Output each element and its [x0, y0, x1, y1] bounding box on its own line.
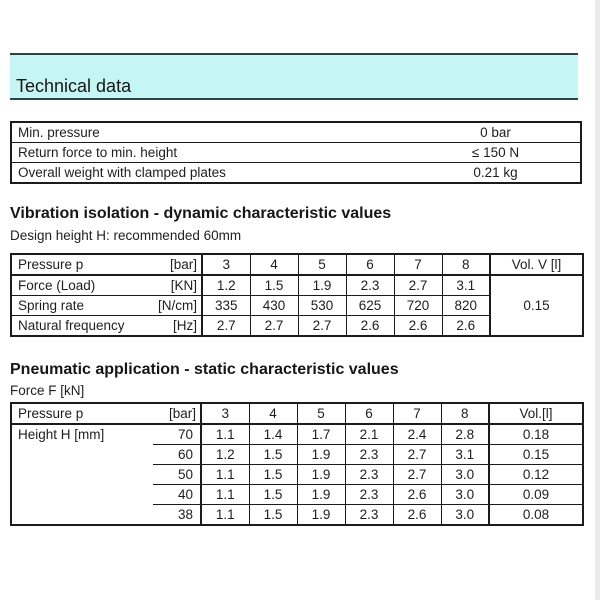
value-cell: 1.5	[249, 485, 297, 505]
pressure-header: 5	[297, 403, 345, 424]
pressure-header: 6	[346, 254, 394, 275]
table-header-row	[11, 254, 583, 275]
header-unit: [bar]	[169, 256, 197, 272]
vibration-table	[10, 253, 584, 337]
value-cell: 820	[442, 296, 490, 316]
value-cell: 625	[346, 296, 394, 316]
general-data-table	[10, 121, 582, 184]
value-cell: 2.7	[202, 316, 250, 337]
value-cell: 2.6	[393, 505, 441, 526]
section-subheading-vibration: Design height H: recommended 60mm	[10, 228, 242, 243]
pressure-header: 7	[393, 403, 441, 424]
value-cell: 1.1	[201, 505, 249, 526]
value-cell: 1.9	[297, 465, 345, 485]
table-row	[11, 122, 581, 143]
value-cell: 2.4	[393, 424, 441, 445]
table-row	[11, 424, 583, 445]
value-cell: 3.0	[441, 505, 489, 526]
value-cell: 2.6	[393, 485, 441, 505]
value-cell: 2.3	[345, 445, 393, 465]
value-cell: 2.1	[345, 424, 393, 445]
value-cell: 1.2	[202, 275, 250, 296]
value-cell: 1.7	[297, 424, 345, 445]
value-cell: 1.9	[297, 445, 345, 465]
table-row	[11, 275, 583, 296]
value-cell: 1.9	[297, 485, 345, 505]
height-value: 70	[177, 426, 193, 442]
value-cell: 2.7	[298, 316, 346, 337]
value-cell: 335	[202, 296, 250, 316]
row-unit: [KN]	[170, 277, 197, 293]
value-cell: 3.0	[441, 465, 489, 485]
value-cell: 1.5	[249, 465, 297, 485]
pressure-header: 3	[202, 254, 250, 275]
pressure-header: 4	[250, 254, 298, 275]
table-header-row	[11, 403, 583, 424]
row-label: Spring rate	[18, 297, 85, 313]
title-band	[10, 53, 578, 100]
value-cell: 1.1	[201, 485, 249, 505]
volume-cell: 0.08	[489, 505, 583, 526]
value-cell: 1.1	[201, 465, 249, 485]
row-unit: [N/cm]	[158, 297, 197, 313]
table-row	[11, 163, 581, 184]
height-value: 38	[177, 506, 193, 522]
value-cell: 530	[298, 296, 346, 316]
row-label: Natural frequency	[18, 317, 125, 333]
header-unit: [bar]	[168, 405, 196, 421]
volume-cell: 0.15	[489, 445, 583, 465]
spec-value: 0 bar	[480, 124, 511, 140]
value-cell: 1.5	[249, 445, 297, 465]
value-cell: 1.5	[249, 505, 297, 526]
value-cell: 3.1	[441, 445, 489, 465]
value-cell: 2.3	[345, 505, 393, 526]
value-cell: 1.1	[201, 424, 249, 445]
spec-value: ≤ 150 N	[471, 144, 520, 160]
value-cell: 1.4	[249, 424, 297, 445]
pressure-header: 7	[394, 254, 442, 275]
pressure-header: 3	[201, 403, 249, 424]
height-value: 40	[177, 486, 193, 502]
header-label: Pressure p	[18, 405, 84, 421]
value-cell: 2.6	[346, 316, 394, 337]
volume-cell: 0.18	[489, 424, 583, 445]
page-title: Technical data	[16, 76, 132, 96]
value-cell: 2.7	[393, 465, 441, 485]
value-cell: 2.7	[394, 275, 442, 296]
value-cell: 2.3	[346, 275, 394, 296]
value-cell: 2.7	[393, 445, 441, 465]
value-cell: 2.3	[345, 465, 393, 485]
height-row-label: Height H [mm]	[18, 427, 105, 442]
row-unit: [Hz]	[172, 317, 197, 333]
pressure-header: 8	[442, 254, 490, 275]
value-cell: 2.6	[394, 316, 442, 337]
value-cell: 1.9	[297, 505, 345, 526]
value-cell: 430	[250, 296, 298, 316]
value-cell: 2.8	[441, 424, 489, 445]
volume-cell: 0.09	[489, 485, 583, 505]
section-heading-pneumatic: Pneumatic application - static characteristic values	[10, 361, 399, 378]
table-row	[11, 143, 581, 163]
volume-header: Vol. V [l]	[490, 254, 583, 275]
value-cell: 2.3	[345, 485, 393, 505]
row-label: Force (Load)	[18, 277, 96, 293]
value-cell: 2.6	[442, 316, 490, 337]
header-label: Pressure p	[18, 256, 84, 272]
height-value: 50	[177, 466, 193, 482]
page-edge-shadow	[595, 0, 600, 600]
section-subheading-pneumatic: Force F [kN]	[10, 383, 85, 398]
pressure-header: 5	[298, 254, 346, 275]
section-heading-vibration: Vibration isolation - dynamic characteristic values	[10, 205, 392, 222]
value-cell: 2.7	[250, 316, 298, 337]
spec-label: Overall weight with clamped plates	[18, 164, 226, 180]
pressure-header: 4	[249, 403, 297, 424]
value-cell: 3.1	[442, 275, 490, 296]
volume-cell: 0.12	[489, 465, 583, 485]
value-cell: 3.0	[441, 485, 489, 505]
value-cell: 1.9	[298, 275, 346, 296]
spec-label: Return force to min. height	[18, 144, 178, 160]
pneumatic-table	[10, 402, 584, 526]
spec-label: Min. pressure	[18, 124, 100, 140]
pressure-header: 6	[345, 403, 393, 424]
value-cell: 720	[394, 296, 442, 316]
spec-value: 0.21 kg	[473, 164, 518, 180]
value-cell: 1.2	[201, 445, 249, 465]
value-cell: 1.5	[250, 275, 298, 296]
pressure-header: 8	[441, 403, 489, 424]
height-value: 60	[177, 446, 193, 462]
volume-merged-cell: 0.15	[490, 275, 583, 336]
volume-header: Vol.[l]	[489, 403, 583, 424]
